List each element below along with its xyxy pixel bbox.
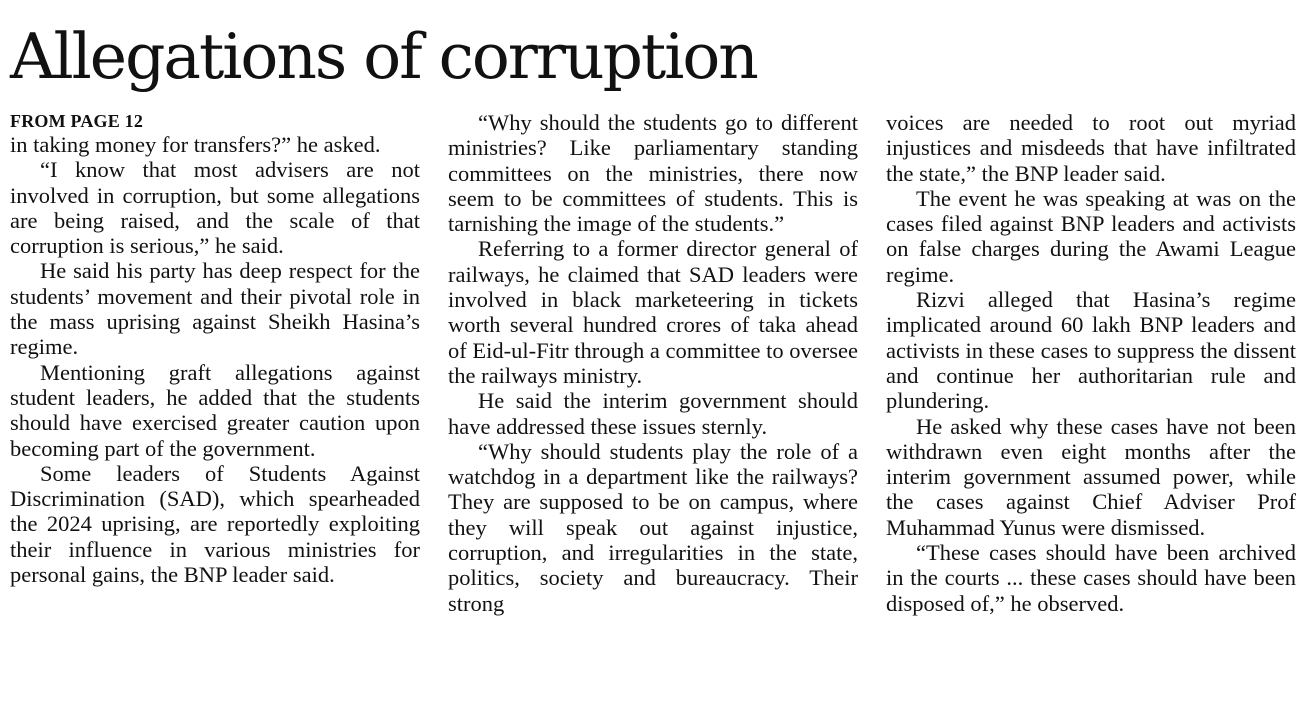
article-column-3 — [886, 110, 1296, 616]
article-column-1 — [10, 110, 420, 587]
paragraph: He said his party has deep respect for the students’ movement and their pivotal role in the mass uprising against Sheikh Hasina’s regime. — [10, 258, 420, 360]
paragraph: in taking money for transfers?” he asked. — [10, 132, 381, 157]
paragraph: He said the interim government should have addressed these issues sternly. — [448, 388, 858, 439]
paragraph: “I know that most advisers are not involved in corruption, but some allegations are being raised, and the scale of that corruption is serious,” he said. — [10, 157, 420, 259]
paragraph: “Why should students play the role of a watchdog in a department like the railways? They are supposed to be on campus, where they will speak out against injustice, corruption, and irregularities in the state, politics, society and bureaucracy. Their strong — [448, 438, 858, 616]
paragraph: The event he was speaking at was on the cases filed against BNP leaders and activists on false charges during the Awami League regime. — [886, 185, 1296, 287]
paragraph: Some leaders of Students Against Discrimination (SAD), which spearheaded the 2024 uprising, are reportedly exploiting their influence in various ministries for personal gains, the BNP leader said. — [10, 460, 420, 588]
paragraph: He asked why these cases have not been withdrawn even eight months after the interim government assumed power, while the cases against Chief Adviser Prof Muhammad Yunus were dismissed. — [886, 413, 1296, 540]
paragraph: Rizvi alleged that Hasina’s regime implicated around 60 lakh BNP leaders and activists in these cases to suppress the dissent and continue her authoritarian rule and plundering. — [886, 287, 1296, 414]
paragraph: voices are needed to root out myriad injustices and misdeeds that have infiltrated the state,” the BNP leader said. — [886, 110, 1296, 186]
paragraph: Mentioning graft allegations against student leaders, he added that the students should have exercised greater caution upon becoming part of the government. — [10, 359, 420, 461]
paragraph: “These cases should have been archived in the courts ... these cases should have been disposed of,” he observed. — [886, 540, 1296, 616]
article-column-2 — [448, 110, 858, 616]
paragraph: “Why should the students go to different ministries? Like parliamentary standing committees on the ministries, there now seem to be committees of students. This is tarnishing the image of the students.” — [448, 110, 858, 237]
continuation-label: FROM PAGE 12 — [10, 111, 144, 131]
headline: Allegations of corruption — [10, 20, 757, 93]
paragraph: Referring to a former director general of railways, he claimed that SAD leaders were involved in black marketeering in tickets worth several hundred crores of taka ahead of Eid-ul-Fitr through a committee to oversee the railways ministry. — [448, 236, 858, 388]
